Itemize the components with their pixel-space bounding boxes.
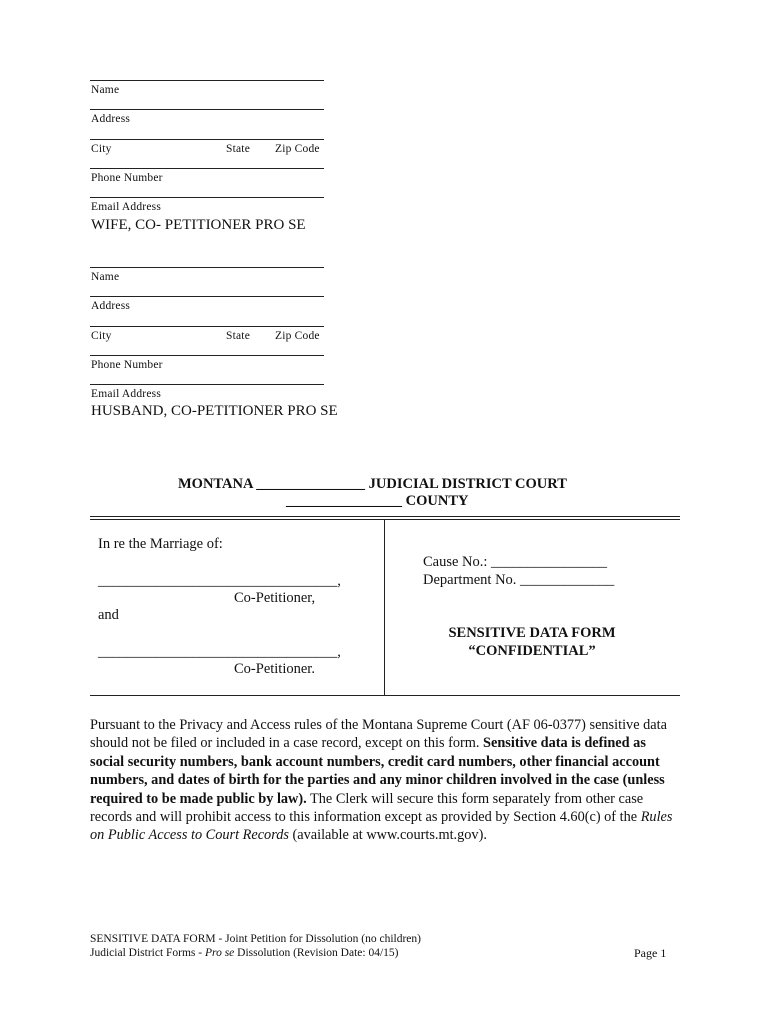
wife-name-line[interactable] <box>90 80 324 81</box>
caption-top-rule-2 <box>90 519 680 520</box>
form-title: SENSITIVE DATA FORM <box>448 625 616 641</box>
footer-revision-suffix: Dissolution (Revision Date: 04/15) <box>234 947 399 959</box>
wife-address-line[interactable] <box>90 109 324 110</box>
husband-address-label: Address <box>91 300 131 312</box>
wife-city-line[interactable] <box>90 139 324 140</box>
copetitioner-2-label: Co-Petitioner. <box>234 661 315 677</box>
copetitioner-1-label: Co-Petitioner, <box>234 590 316 606</box>
husband-email-line[interactable] <box>90 384 324 385</box>
footer-revision-prefix: Judicial District Forms - <box>90 947 205 959</box>
caption-divider <box>384 520 385 696</box>
paragraph-sensitive-definition: Sensitive data is defined as social security numbers, bank account numbers, credit card numbers, other financial account numbers, and dates of birth for the parties and any minor children involved in the case (unless required to be made public by law). <box>90 735 665 807</box>
husband-phone-line[interactable] <box>90 355 324 356</box>
wife-phone-line[interactable] <box>90 168 324 169</box>
department-number-field[interactable]: Department No. _____________ <box>423 572 615 588</box>
husband-email-label: Email Address <box>91 388 161 400</box>
husband-city-label: City <box>91 330 112 342</box>
wife-phone-label: Phone Number <box>91 172 163 184</box>
copetitioner-1-blank[interactable]: _________________________________, <box>98 573 341 589</box>
paragraph-clerk-text: The Clerk will secure this form separately from other case records and will prohibit access to this information except as provided by Section 4.60(c) of the <box>90 790 644 826</box>
cause-number-field[interactable]: Cause No.: ________________ <box>423 554 608 570</box>
husband-role: HUSBAND, CO-PETITIONER PRO SE <box>91 403 338 419</box>
page-number: Page 1 <box>634 946 667 960</box>
paragraph-intro: Pursuant to the Privacy and Access rules of the Montana Supreme Court (AF 06-0377) sensitive data should not be filed or included in a case record, except on this form. <box>90 717 667 752</box>
caption-top-rule-1 <box>90 516 680 517</box>
wife-zip-label: Zip Code <box>275 143 320 155</box>
wife-email-label: Email Address <box>91 201 161 213</box>
confidential-label: “CONFIDENTIAL” <box>468 643 596 659</box>
footer-form-name: SENSITIVE DATA FORM - Joint Petition for Dissolution (no children) <box>90 933 421 945</box>
husband-name-label: Name <box>91 271 120 283</box>
privacy-paragraph <box>90 716 680 845</box>
caption-in-re: In re the Marriage of: <box>98 536 223 552</box>
husband-state-label: State <box>226 330 250 342</box>
wife-email-line[interactable] <box>90 197 324 198</box>
husband-name-line[interactable] <box>90 267 324 268</box>
wife-address-label: Address <box>91 113 131 125</box>
husband-zip-label: Zip Code <box>275 330 320 342</box>
wife-city-label: City <box>91 143 112 155</box>
paragraph-rules-title: Rules on Public Access to Court Records <box>90 809 673 844</box>
caption-and: and <box>98 607 119 623</box>
husband-address-line[interactable] <box>90 296 324 297</box>
court-heading-county: ________________ COUNTY <box>286 493 469 509</box>
copetitioner-2-blank[interactable]: _________________________________, <box>98 644 341 660</box>
husband-city-line[interactable] <box>90 326 324 327</box>
wife-role: WIFE, CO- PETITIONER PRO SE <box>91 217 306 233</box>
wife-state-label: State <box>226 143 250 155</box>
husband-phone-label: Phone Number <box>91 359 163 371</box>
footer-revision-pro-se: Pro se <box>205 947 235 959</box>
footer-revision <box>90 946 398 960</box>
wife-name-label: Name <box>91 84 120 96</box>
caption-bottom-rule <box>90 695 680 696</box>
paragraph-availability: (available at www.courts.mt.gov). <box>288 827 487 844</box>
court-heading-line1: MONTANA _______________ JUDICIAL DISTRICT COURT <box>178 476 567 492</box>
